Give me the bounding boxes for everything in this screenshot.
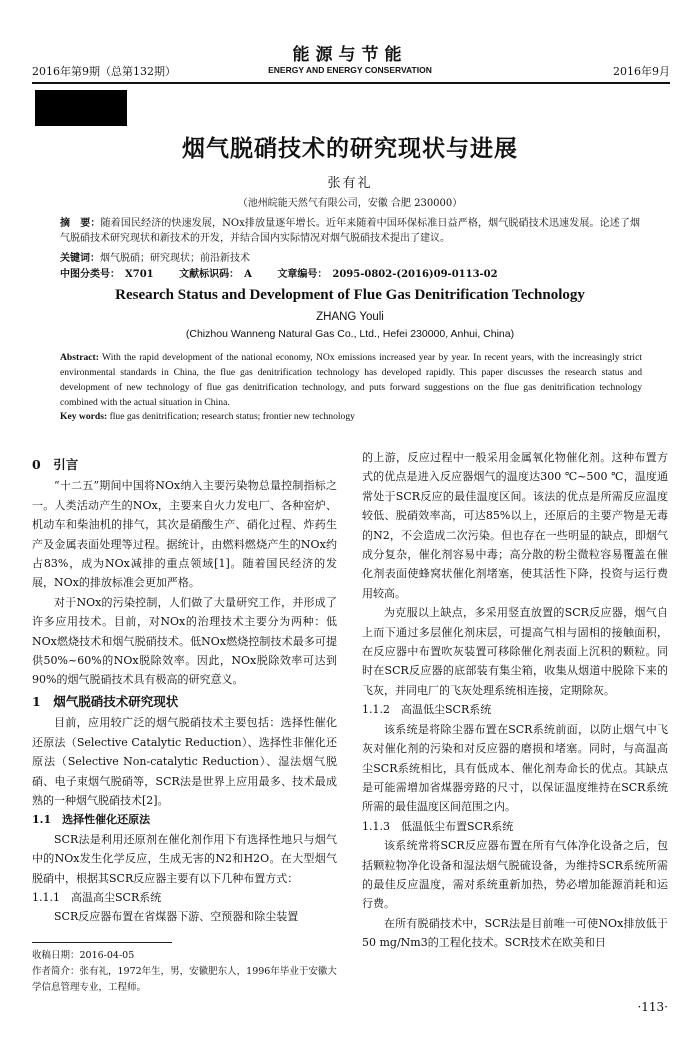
section-heading-1-1: 1.1 选择性催化还原法 bbox=[32, 813, 151, 827]
footnote bbox=[32, 948, 337, 996]
keywords-cn-label: 关键词： bbox=[60, 253, 100, 264]
section-heading-1: 1 烟气脱硝技术研究现状 bbox=[32, 693, 179, 709]
abstract-cn-text: 随着国民经济的快速发展，NOx排放量逐年增长。近年来随着中国环保标准日益严格，烟气脱硝技术迅速发展。论述了烟气脱硝技术研究现状和新技术的开发，并结合国内实际情况对烟气脱硝技术提出了建议。 bbox=[60, 218, 641, 244]
article-number: 文章编号： 2095-0802-(2016)09-0113-02 bbox=[277, 269, 498, 280]
paragraph: SCR法是利用还原剂在催化剂作用下有选择性地只与烟气中的NOx发生化学反应，生成无害的N2和H2O。在大型烟气脱硝中，根据其SCR反应器主要有以下几种布置方式： bbox=[32, 832, 337, 885]
footnote-rule bbox=[32, 942, 172, 943]
section-heading-1-1-2: 1.1.2 高温低尘SCR系统 bbox=[362, 703, 492, 717]
keywords-en-text: flue gas denitrification; research status; frontier new technology bbox=[107, 411, 355, 422]
section-heading-1-1-1: 1.1.1 高温高尘SCR系统 bbox=[32, 890, 162, 904]
paragraph: 对于NOx的污染控制，人们做了大量研究工作，并形成了许多应用技术。目前，对NOx的治理技术主要分为两种：低NOx燃烧技术和烟气脱硝技术。低NOx燃烧控制技术最多可提供50%~60%的NOx脱除效率。因此，NOx脱除效率可达到90%的烟气脱硝技术具有极高的研究意义。 bbox=[32, 595, 337, 687]
document-code: 文献标识码： A bbox=[179, 269, 252, 280]
body-column-right bbox=[362, 448, 668, 953]
clc-number: 中图分类号： X701 bbox=[60, 269, 154, 280]
abstract-en bbox=[60, 350, 642, 410]
affiliation-en: (Chizhou Wanneng Natural Gas Co., Ltd., Hefei 230000, Anhui, China) bbox=[185, 328, 515, 340]
journal-masthead bbox=[0, 46, 700, 76]
journal-title-en: ENERGY AND ENERGY CONSERVATION bbox=[268, 65, 432, 75]
paragraph: 该系统是将除尘器布置在SCR系统前面，以防止烟气中飞灰对催化剂的污染和对反应器的磨损和堵塞。同时，与高温高尘SCR系统相比，具有低成本、催化剂寿命长的优点。其缺点是可能需增加省煤器旁路的尺寸，以保证温度维持在SCR系统所需的最佳温度区间范围之内。 bbox=[362, 722, 668, 814]
affiliation-cn: （池州皖能天然气有限公司，安徽 合肥 230000） bbox=[237, 198, 463, 209]
author-bio: 作者简介：张有礼，1972年生，男，安徽肥东人，1996年毕业于安徽大学信息管理专业，工程师。 bbox=[32, 966, 337, 993]
paragraph: 在所有脱硝技术中，SCR法是目前唯一可使NOx排放低于50 mg/Nm3的工程化技术。SCR技术在欧美和日 bbox=[362, 916, 668, 950]
redaction-block bbox=[35, 90, 127, 126]
paper-title-en: Research Status and Development of Flue Gas Denitrification Technology bbox=[115, 287, 585, 303]
paragraph: 该系统常将SCR反应器布置在所有气体净化设备之后，包括颗粒物净化设备和湿法烟气脱硫设备，为维持SCR系统所需的最佳反应温度，需对系统重新加热，势必增加能源消耗和运行费。 bbox=[362, 839, 668, 911]
paragraph: 目前，应用较广泛的烟气脱硝技术主要包括：选择性催化还原法（Selective Catalytic Reduction）、选择性非催化还原法（Selective Non-catalytic Reduction）、湿法烟气脱硝、电子束烟气脱硝等，SCR法是世界上应用最多、技术最成熟的一种烟气脱硝技术[2]。 bbox=[32, 716, 337, 807]
paragraph: 为克服以上缺点，多采用竖直放置的SCR反应器，烟气自上而下通过多层催化剂床层，可提高气相与固相的接触面积，在反应器中布置吹灰装置可移除催化剂表面上沉积的颗粒。同时在SCR反应器的底部装有集尘箱，收集从烟道中脱除下来的飞灰，并同电厂的飞灰处理系统相连接，定期除灰。 bbox=[362, 606, 668, 697]
paragraph: 的上游，反应过程中一般采用金属氧化物催化剂。这种布置方式的优点是进入反应器烟气的温度达300 ℃~500 ℃，温度通常处于SCR反应的最佳温度区间。该法的优点是所需反应温度较低、脱硝效率高，可达85%以上，还原后的主要产物是无毒的N2，不会造成二次污染。但也存在一些明显的缺点，即烟气成分复杂，催化剂容易中毒；高分散的粉尘微粒容易覆盖在催化剂表面使蜂窝状催化剂堵塞，使其活性下降，投资与运行费用较高。 bbox=[362, 451, 668, 600]
abstract-en-text: With the rapid development of the national economy, NOx emissions increased year by year. In recent years, with the increasingly strict environmental standards in China, the flue gas denitrification technology has developed rapidly. This paper discusses the research status and development of new technology of flue gas denitrification technology, and puts forward suggestions on the flue gas denitrification technology combined with the actual situation in China. bbox=[60, 352, 642, 408]
paper-title-cn: 烟气脱硝技术的研究现状与进展 bbox=[182, 135, 518, 162]
section-heading-0: 0 引言 bbox=[32, 457, 79, 472]
header-rule bbox=[32, 82, 670, 84]
header-issue: 2016年第9期（总第132期） bbox=[32, 65, 176, 78]
abstract-cn bbox=[60, 216, 640, 246]
header-date: 2016年9月 bbox=[613, 65, 670, 78]
section-heading-1-1-3: 1.1.3 低温低尘布置SCR系统 bbox=[362, 819, 514, 833]
author-en: ZHANG Youli bbox=[316, 311, 384, 323]
abstract-cn-label: 摘 要： bbox=[60, 218, 101, 229]
journal-title-cn: 能源与节能 bbox=[292, 45, 408, 65]
page-number: ·113· bbox=[637, 1000, 668, 1014]
classification-line bbox=[60, 265, 640, 280]
paragraph: SCR反应器布置在省煤器下游、空预器和除尘装置 bbox=[54, 910, 299, 924]
author-cn: 张有礼 bbox=[327, 176, 373, 191]
paragraph: “十二五”期间中国将NOx纳入主要污染物总量控制指标之一。人类活动产生的NOx，主要来自火力发电厂、各种窑炉、机动车和柴油机的排气，其次是硝酸生产、硝化过程、炸药生产及金属表面处理等过程。据统计，由燃料燃烧产生的NOx约占83%，成为NOx减排的重点领域[1]。随着国民经济的发展，NOx的排放标准会更加严格。 bbox=[32, 479, 337, 590]
body-column-left bbox=[32, 453, 337, 927]
keywords-en-label: Key words: bbox=[60, 411, 108, 422]
keywords-cn-text: 烟气脱硝；研究现状；前沿新技术 bbox=[100, 253, 250, 264]
received-date: 收稿日期：2016-04-05 bbox=[32, 950, 135, 961]
keywords-en bbox=[60, 411, 642, 422]
keywords-cn bbox=[60, 249, 640, 264]
abstract-en-label: Abstract: bbox=[60, 352, 99, 363]
